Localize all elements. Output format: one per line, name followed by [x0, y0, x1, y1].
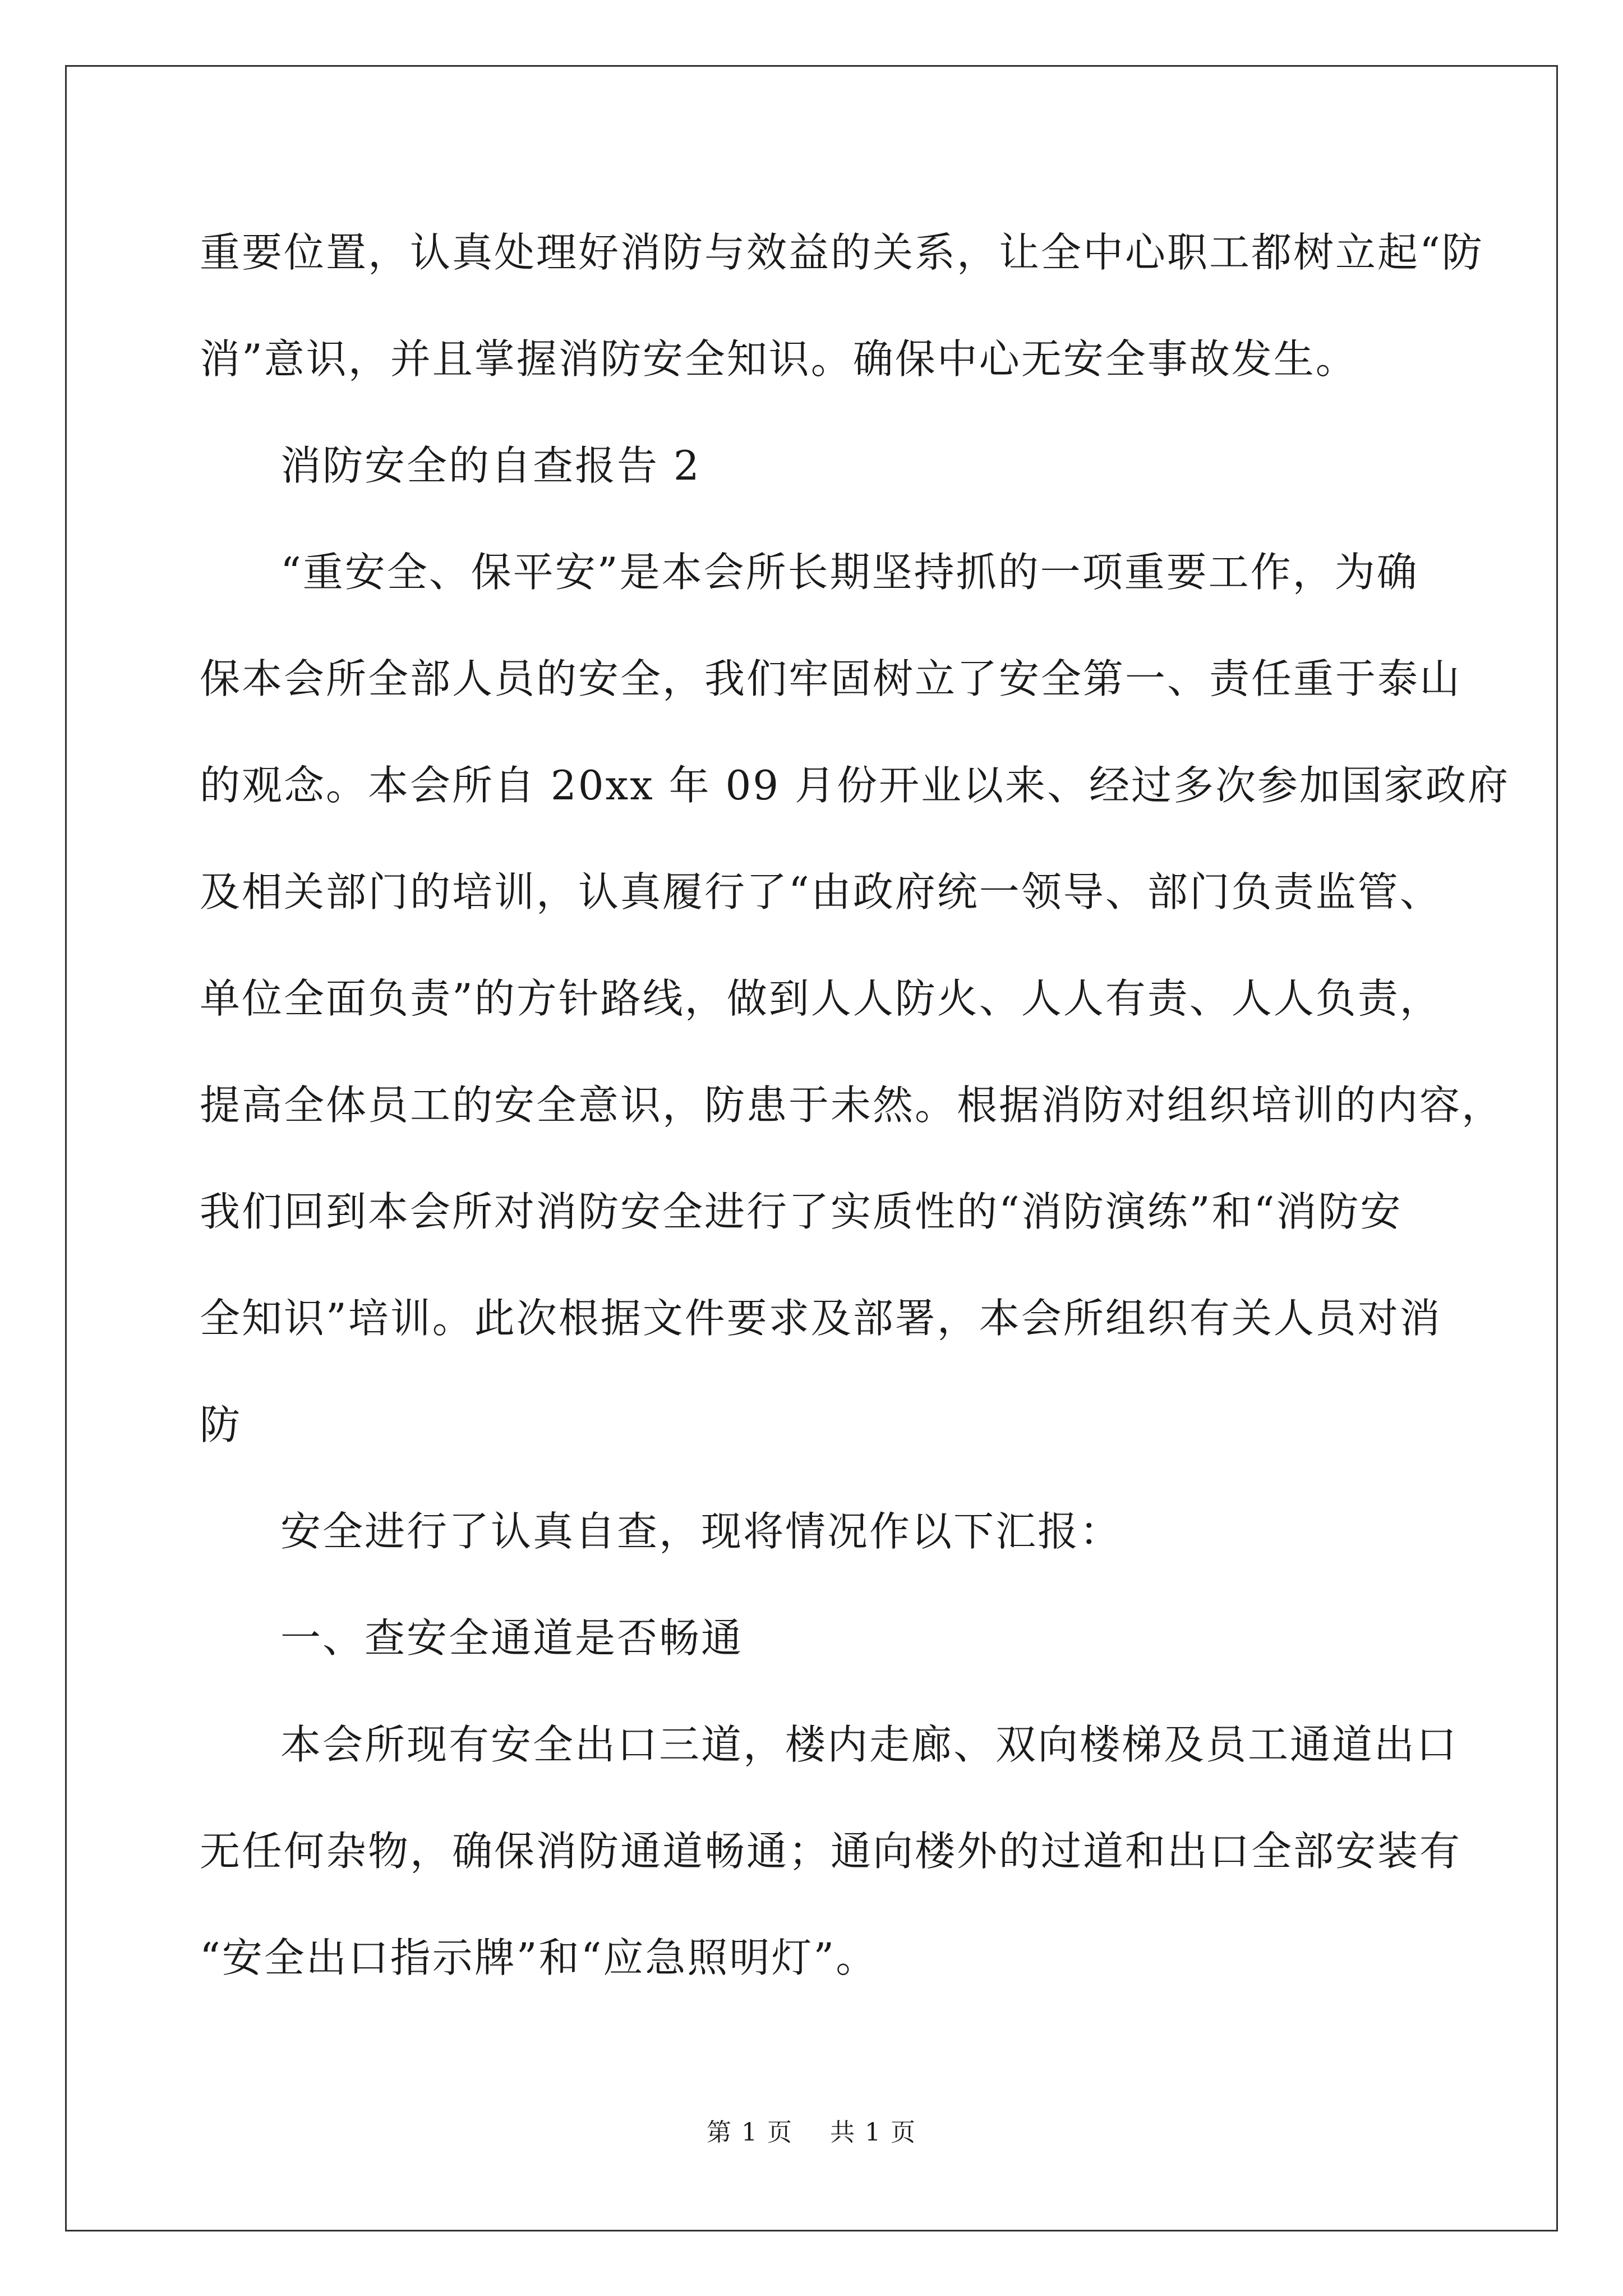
text-line: 及相关部门的培训，认真履行了“由政府统一领导、部门负责监管、 — [200, 868, 1442, 915]
section-heading: 消防安全的自查报告 2 — [280, 442, 701, 489]
text-line: 全知识”培训。此次根据文件要求及部署，本会所组织有关人员对消 — [200, 1295, 1442, 1342]
text-line: 本会所现有安全出口三道，楼内走廊、双向楼梯及员工通道出口 — [280, 1721, 1459, 1768]
page-footer — [0, 2116, 1623, 2150]
page-number: 第 1 页 — [707, 2118, 793, 2147]
text-line: 的观念。本会所自 20xx 年 09 月份开业以来、经过多次参加国家政府 — [200, 762, 1510, 809]
document-body — [200, 219, 1510, 2031]
section-heading: 一、查安全通道是否畅通 — [280, 1614, 744, 1662]
text-line: 防 — [200, 1401, 242, 1448]
text-line: 单位全面负责”的方针路线，做到人人防火、人人有责、人人负责， — [200, 975, 1442, 1022]
text-line: 无任何杂物，确保消防通道畅通；通向楼外的过道和出口全部安装有 — [200, 1828, 1462, 1875]
text-line: 消”意识，并且掌握消防安全知识。确保中心无安全事故发生。 — [200, 335, 1358, 383]
text-line: 保本会所全部人员的安全，我们牢固树立了安全第一、责任重于泰山 — [200, 655, 1462, 702]
page-total: 共 1 页 — [830, 2118, 916, 2147]
text-line: 提高全体员工的安全意识，防患于未然。根据消防对组织培训的内容， — [200, 1082, 1504, 1129]
text-line: “安全出口指示牌”和“应急照明灯”。 — [200, 1934, 878, 1981]
text-line: “重安全、保平安”是本会所长期坚持抓的一项重要工作，为确 — [280, 549, 1419, 596]
text-line: 安全进行了认真自查，现将情况作以下汇报： — [280, 1508, 1122, 1555]
text-line: 我们回到本会所对消防安全进行了实质性的“消防演练”和“消防安 — [200, 1188, 1403, 1235]
text-line: 重要位置，认真处理好消防与效益的关系，让全中心职工都树立起“防 — [200, 229, 1484, 276]
